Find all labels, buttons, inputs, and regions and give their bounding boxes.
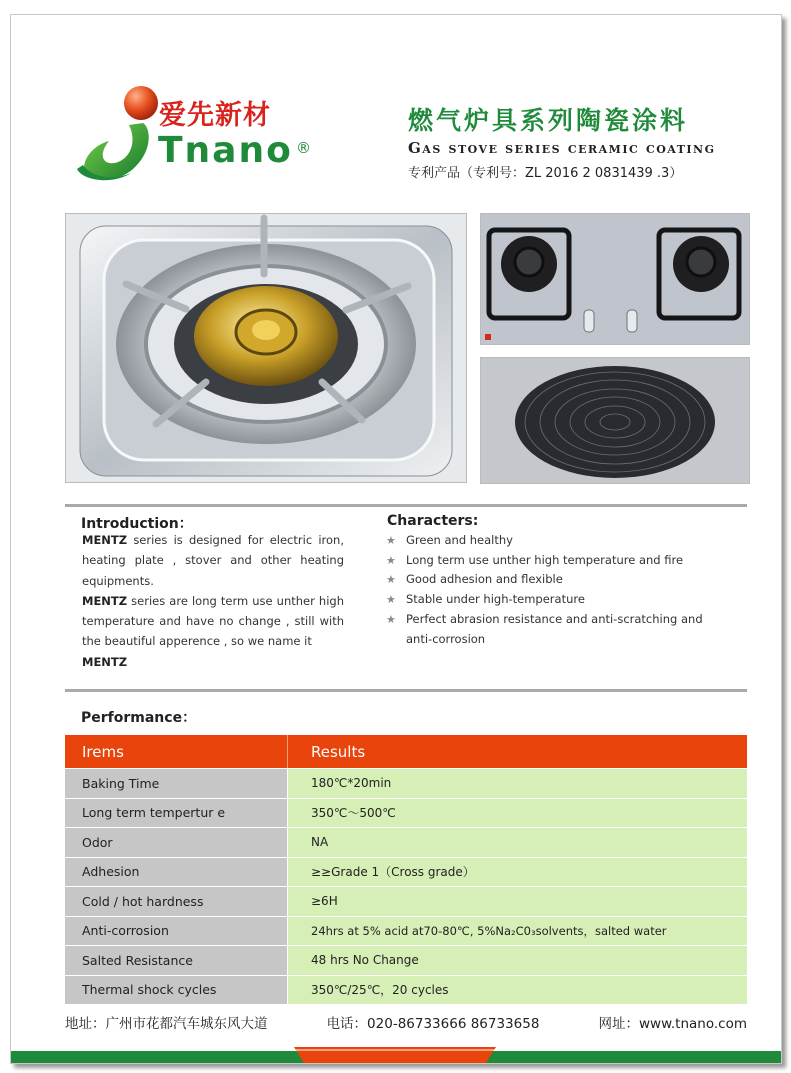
item-cell: Cold / hot hardness (65, 887, 288, 916)
result-cell: ≥≥Grade 1（Cross grade） (288, 858, 747, 887)
result-cell: NA (288, 828, 747, 857)
star-icon: ★ (386, 534, 396, 547)
list-item (386, 531, 736, 551)
single-burner-stove-image (66, 214, 466, 482)
column-header-items: Irems (65, 735, 288, 768)
characteristic-text: Perfect abrasion resistance and anti-scratching and anti-corrosion (406, 611, 703, 646)
website-link[interactable]: 网址：www.tnano.com (598, 1016, 747, 1032)
address-text: 地址：广州市花都汽车城东风大道 (65, 1016, 268, 1032)
double-burner-stove-image (481, 214, 749, 344)
patent-number: 专利产品（专利号：ZL 2016 2 0831439 .3） (408, 166, 683, 181)
table-row (65, 768, 747, 798)
item-cell: Salted Resistance (65, 946, 288, 975)
result-cell: 350℃～500℃ (288, 799, 747, 828)
characteristic-text: Long term use unther high temperature and fire (406, 552, 684, 567)
induction-plate-photo (480, 357, 750, 484)
introduction-heading: Introduction： (81, 516, 193, 532)
list-item (386, 551, 736, 571)
star-icon: ★ (386, 573, 396, 587)
divider-middle (65, 689, 747, 692)
intro-brand-2: MENTZ (82, 593, 128, 608)
table-row (65, 857, 747, 887)
table-row (65, 975, 747, 1005)
brochure-page (10, 14, 782, 1064)
registered-mark: ® (296, 139, 311, 157)
characteristic-text: Stable under high-temperature (406, 592, 585, 607)
table-row (65, 945, 747, 975)
performance-table (65, 735, 747, 1004)
characteristic-text: Good adhesion and flexible (406, 572, 563, 587)
performance-heading: Performance： (81, 710, 197, 726)
column-header-results: Results (311, 742, 366, 761)
phone-text: 电话：020-86733666 86733658 (326, 1016, 540, 1032)
stove-main-photo (65, 213, 467, 483)
item-cell: Thermal shock cycles (65, 976, 288, 1005)
intro-paragraph-2: series are long term use unther high temperature and have no change , still with the beautiful apperence , so we name it (82, 593, 344, 649)
double-burner-photo (480, 213, 750, 345)
result-cell: 24hrs at 5% acid at70-80℃, 5%Na₂C0₃solvents，salted water (288, 917, 747, 946)
divider-top (65, 504, 747, 507)
intro-paragraph-1: series is designed for electric iron, heating plate , stover and other heating equipments. (82, 533, 344, 588)
item-cell: Baking Time (65, 769, 288, 798)
item-cell: Long term tempertur e (65, 799, 288, 828)
coated-plate-image (481, 358, 749, 483)
item-cell: Adhesion (65, 858, 288, 887)
star-icon: ★ (386, 593, 396, 607)
result-cell: 350℃/25℃，20 cycles (288, 976, 747, 1005)
table-row (65, 798, 747, 828)
characters-heading: Characters: (387, 513, 479, 529)
brand-name-en: Tnano (158, 130, 293, 171)
bottom-color-bar (11, 1047, 781, 1063)
introduction-text (82, 530, 344, 672)
list-item (386, 590, 736, 610)
brand-name-cn: 爱先新材 (159, 100, 271, 131)
table-row (65, 916, 747, 946)
intro-brand-1: MENTZ (82, 533, 128, 547)
star-icon: ★ (386, 612, 396, 626)
result-cell: 180℃*20min (288, 769, 747, 798)
intro-brand-3: MENTZ (82, 654, 128, 669)
result-cell: 48 hrs No Change (288, 946, 747, 975)
table-row (65, 827, 747, 857)
list-item (386, 570, 736, 590)
item-cell: Odor (65, 828, 288, 857)
characteristic-text: Green and healthy (406, 533, 513, 547)
star-icon: ★ (386, 553, 396, 567)
result-cell: ≥6H (288, 887, 747, 916)
characters-list (386, 531, 736, 649)
contact-footer (65, 1012, 747, 1032)
product-title-en: Gas stove series ceramic coating (408, 139, 716, 157)
product-title-cn: 燃气炉具系列陶瓷涂料 (408, 106, 689, 135)
list-item (386, 610, 736, 649)
table-row (65, 886, 747, 916)
item-cell: Anti-corrosion (65, 917, 288, 946)
table-header (65, 735, 747, 768)
